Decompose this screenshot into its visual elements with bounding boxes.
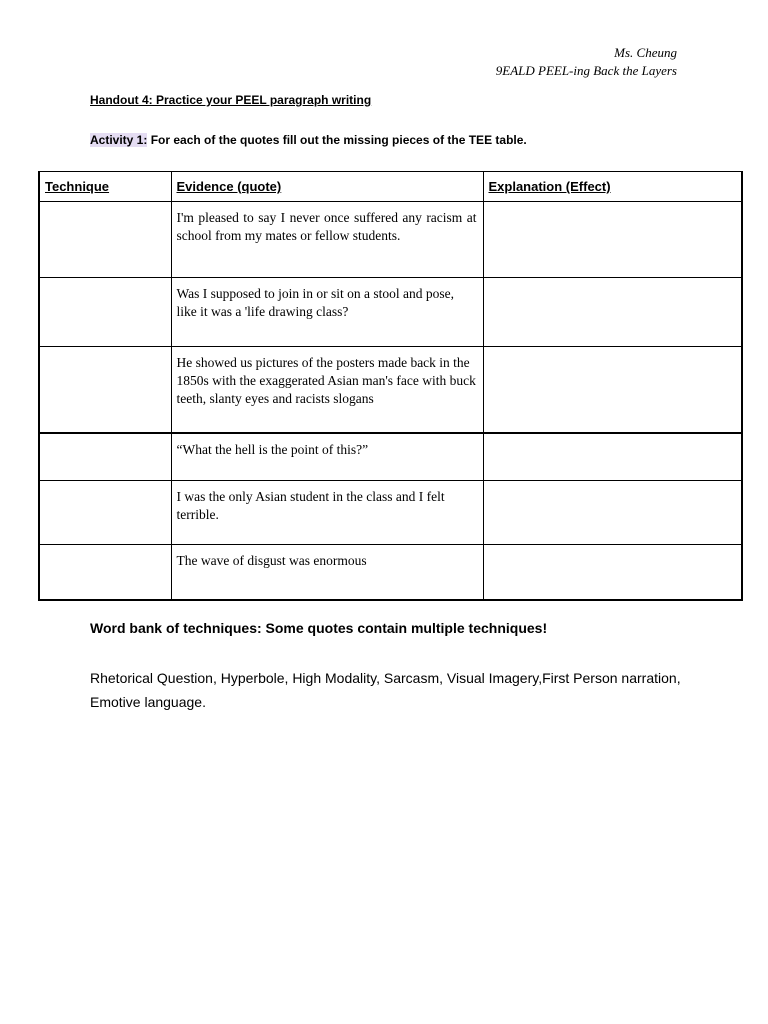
table-row — [39, 278, 742, 347]
explanation-cell[interactable] — [483, 481, 742, 545]
evidence-cell: Was I supposed to join in or sit on a stool and pose, like it was a 'life drawing class? — [171, 278, 483, 347]
table-row — [39, 545, 742, 600]
table-row — [39, 202, 742, 278]
table-row — [39, 433, 742, 481]
technique-cell[interactable] — [39, 202, 171, 278]
technique-cell[interactable] — [39, 481, 171, 545]
header-explanation: Explanation (Effect) — [483, 172, 742, 202]
evidence-cell: He showed us pictures of the posters made back in the 1850s with the exaggerated Asian man's face with buck teeth, slanty eyes and racists slogans — [171, 347, 483, 433]
activity-label: Activity 1: — [90, 133, 148, 147]
table-header-row — [39, 172, 742, 202]
course-name: 9EALD PEEL-ing Back the Layers — [495, 63, 677, 78]
header-evidence: Evidence (quote) — [171, 172, 483, 202]
evidence-cell: I was the only Asian student in the class and I felt terrible. — [171, 481, 483, 545]
explanation-cell[interactable] — [483, 433, 742, 481]
technique-cell[interactable] — [39, 347, 171, 433]
document-header — [496, 44, 677, 80]
explanation-cell[interactable] — [483, 278, 742, 347]
word-bank-list: Rhetorical Question, Hyperbole, High Modality, Sarcasm, Visual Imagery,First Person narration, Emotive language. — [90, 670, 681, 710]
table-row — [39, 347, 742, 433]
table-row — [39, 481, 742, 545]
explanation-cell[interactable] — [483, 202, 742, 278]
tee-table — [38, 171, 743, 601]
explanation-cell[interactable] — [483, 347, 742, 433]
activity-instruction — [90, 133, 527, 147]
word-bank-title: Word bank of techniques: Some quotes contain multiple techniques! — [90, 620, 548, 636]
handout-title: Handout 4: Practice your PEEL paragraph writing — [90, 93, 372, 107]
teacher-name: Ms. Cheung — [614, 45, 677, 60]
evidence-cell: “What the hell is the point of this?” — [171, 433, 483, 481]
evidence-cell: The wave of disgust was enormous — [171, 545, 483, 600]
technique-cell[interactable] — [39, 433, 171, 481]
explanation-cell[interactable] — [483, 545, 742, 600]
evidence-cell: I'm pleased to say I never once suffered any racism at school from my mates or fellow students. — [171, 202, 483, 278]
technique-cell[interactable] — [39, 545, 171, 600]
header-technique: Technique — [39, 172, 171, 202]
activity-text: For each of the quotes fill out the missing pieces of the TEE table. — [147, 133, 527, 147]
technique-cell[interactable] — [39, 278, 171, 347]
